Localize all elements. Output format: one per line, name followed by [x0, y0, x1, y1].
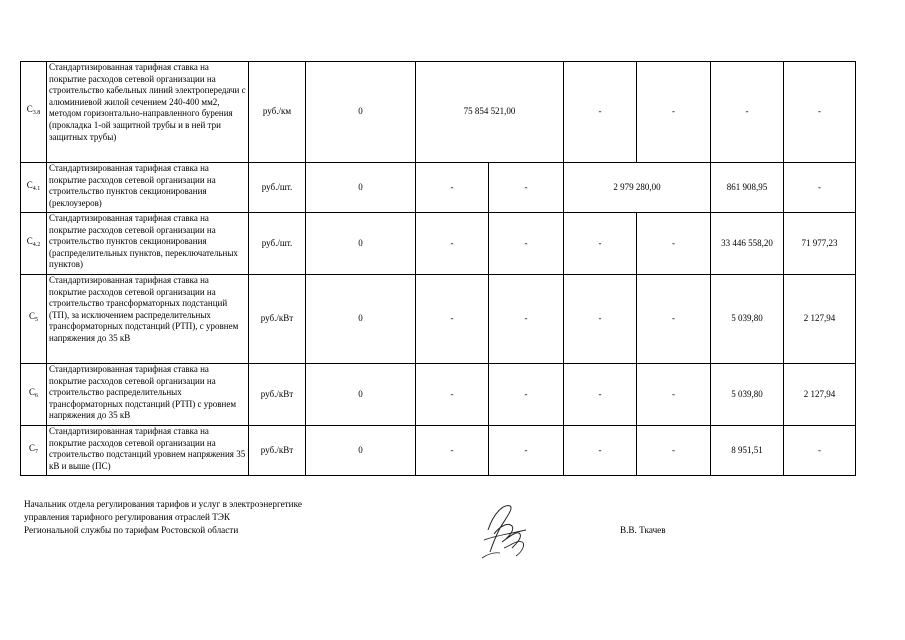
table-row — [21, 426, 856, 476]
value-cell: - — [637, 275, 711, 364]
value-cell: 0 — [306, 364, 416, 426]
value-cell: 0 — [306, 426, 416, 476]
signature-block — [24, 498, 302, 537]
value-cell: - — [564, 275, 637, 364]
table-row — [21, 275, 856, 364]
value-cell: - — [489, 213, 564, 275]
value-cell: 0 — [306, 213, 416, 275]
unit-cell: руб./кВт — [249, 364, 306, 426]
rate-code: $C_{4.2}$ — [21, 213, 47, 275]
rate-description: Стандартизированная тарифная ставка на покрытие расходов сетевой организации на строительство распределительных трансформаторных подстанций (РТП) с уровнем напряжения до 35 кВ — [47, 364, 249, 426]
value-cell: 5 039,80 — [711, 364, 784, 426]
tariff-rates-table — [20, 61, 856, 476]
value-cell: - — [564, 426, 637, 476]
value-cell: - — [564, 213, 637, 275]
signer-position-line-3: Региональной службы по тарифам Ростовской области — [24, 525, 239, 535]
value-cell: - — [564, 62, 637, 163]
table-row — [21, 62, 856, 163]
unit-cell: руб./шт. — [249, 213, 306, 275]
value-cell: 75 854 521,00 — [416, 62, 564, 163]
value-cell: 8 951,51 — [711, 426, 784, 476]
unit-cell: руб./кВт — [249, 275, 306, 364]
rate-code: $C_5$ — [21, 275, 47, 364]
value-cell: 0 — [306, 275, 416, 364]
value-cell: - — [489, 163, 564, 213]
value-cell: - — [416, 163, 489, 213]
value-cell: 0 — [306, 62, 416, 163]
value-cell: - — [416, 213, 489, 275]
value-cell: - — [711, 62, 784, 163]
unit-cell: руб./км — [249, 62, 306, 163]
value-cell: - — [489, 364, 564, 426]
table-row — [21, 364, 856, 426]
value-cell: - — [489, 275, 564, 364]
value-cell: - — [784, 426, 856, 476]
value-cell: 0 — [306, 163, 416, 213]
rate-description: Стандартизированная тарифная ставка на покрытие расходов сетевой организации на строительство подстанций уровнем напряжения 35 кВ и выше (ПС) — [47, 426, 249, 476]
signer-name: В.В. Ткачев — [620, 525, 666, 535]
value-cell: - — [784, 62, 856, 163]
value-cell: 71 977,23 — [784, 213, 856, 275]
value-cell: 2 979 280,00 — [564, 163, 711, 213]
table-row — [21, 163, 856, 213]
table-row — [21, 213, 856, 275]
value-cell: 33 446 558,20 — [711, 213, 784, 275]
handwritten-signature-icon — [474, 500, 534, 562]
rate-description: Стандартизированная тарифная ставка на покрытие расходов сетевой организации на строительство пунктов секционирования (распределительных пунктов, переключательных пунктов) — [47, 213, 249, 275]
signer-position-line-2: управления тарифного регулирования отраслей ТЭК — [24, 512, 231, 522]
value-cell: - — [637, 62, 711, 163]
rate-code: $C_7$ — [21, 426, 47, 476]
value-cell: - — [637, 213, 711, 275]
value-cell: 861 908,95 — [711, 163, 784, 213]
value-cell: - — [416, 364, 489, 426]
unit-cell: руб./шт. — [249, 163, 306, 213]
value-cell: - — [784, 163, 856, 213]
value-cell: - — [637, 364, 711, 426]
rate-description: Стандартизированная тарифная ставка на покрытие расходов сетевой организации на строительство кабельных линий электропередачи с алюминиевой жилой сечением 240-400 мм2, методом горизонтально-направленного бурения (прокладка 1-ой защитной трубы и в ней три защитных трубы) — [47, 62, 249, 163]
value-cell: 2 127,94 — [784, 275, 856, 364]
rate-code: $C_{4.1}$ — [21, 163, 47, 213]
value-cell: - — [637, 426, 711, 476]
value-cell: 5 039,80 — [711, 275, 784, 364]
rate-description: Стандартизированная тарифная ставка на покрытие расходов сетевой организации на строительство трансформаторных подстанций (ТП), за исключением распределительных трансформаторных подстанций (РТП), с уровнем напряжения до 35 кВ — [47, 275, 249, 364]
rate-code: $C_{3.8}$ — [21, 62, 47, 163]
rate-code: $C_6$ — [21, 364, 47, 426]
rate-description: Стандартизированная тарифная ставка на покрытие расходов сетевой организации на строительство пунктов секционирования (реклоузеров) — [47, 163, 249, 213]
value-cell: - — [489, 426, 564, 476]
value-cell: - — [416, 275, 489, 364]
signer-position-line-1: Начальник отдела регулирования тарифов и услуг в электроэнергетике — [24, 499, 302, 509]
value-cell: 2 127,94 — [784, 364, 856, 426]
value-cell: - — [416, 426, 489, 476]
unit-cell: руб./кВт — [249, 426, 306, 476]
value-cell: - — [564, 364, 637, 426]
